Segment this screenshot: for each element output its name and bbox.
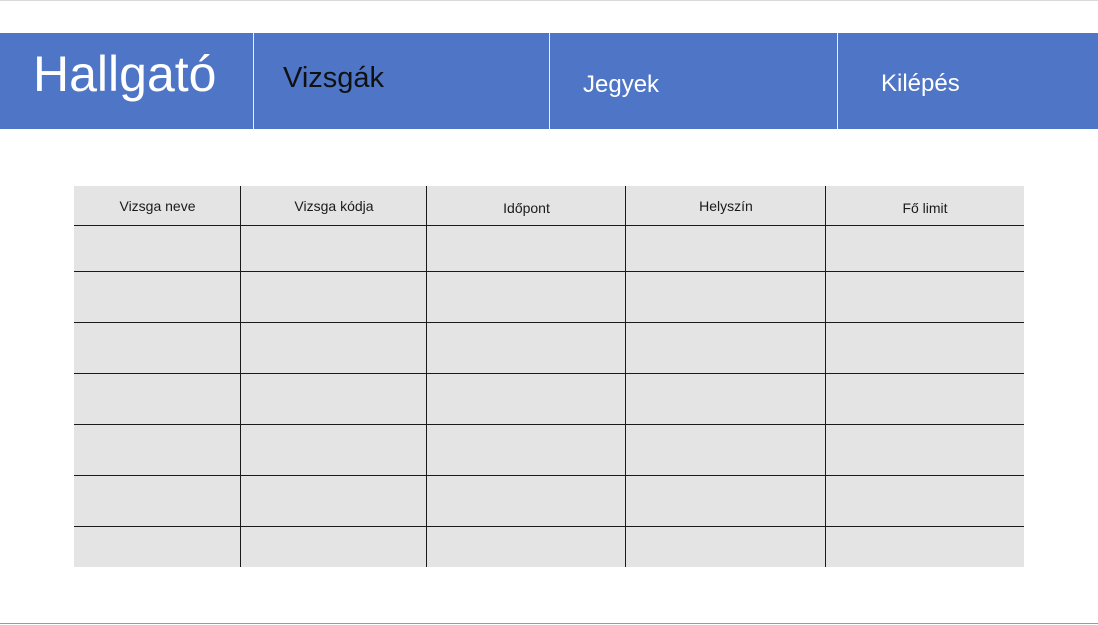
table-cell <box>626 374 825 424</box>
exam-table <box>74 186 1024 567</box>
table-cell <box>626 272 825 322</box>
table-cell <box>826 374 1024 424</box>
table-cell <box>826 527 1024 567</box>
table-cell <box>74 425 240 475</box>
table-cell <box>427 374 625 424</box>
table-cell <box>427 323 625 373</box>
table-cell <box>626 476 825 526</box>
tab-logout[interactable]: Kilépés <box>881 70 960 97</box>
bottom-divider <box>0 623 1098 624</box>
table-cell <box>427 527 625 567</box>
table-cell <box>241 272 426 322</box>
table-cell <box>241 374 426 424</box>
table-cell <box>74 272 240 322</box>
table-cell <box>826 272 1024 322</box>
column-header-date: Időpont <box>503 200 550 216</box>
column-header-location: Helyszín <box>699 198 753 214</box>
table-cell <box>826 226 1024 271</box>
column-header-exam-code: Vizsga kódja <box>294 198 374 214</box>
table-cell <box>626 226 825 271</box>
table-cell <box>826 323 1024 373</box>
column-header-seat-limit: Fő limit <box>902 200 948 216</box>
tab-exams[interactable]: Vizsgák <box>283 62 385 94</box>
table-cell <box>241 425 426 475</box>
table-cell <box>241 226 426 271</box>
table-cell <box>427 425 625 475</box>
table-cell <box>241 527 426 567</box>
top-divider <box>0 0 1098 1</box>
table-cell <box>241 323 426 373</box>
table-cell <box>74 476 240 526</box>
table-cell <box>626 527 825 567</box>
table-cell <box>74 226 240 271</box>
table-cell <box>241 476 426 526</box>
table-cell <box>826 476 1024 526</box>
table-cell <box>626 323 825 373</box>
top-navbar <box>0 33 1098 129</box>
table-cell <box>427 226 625 271</box>
table-cell <box>427 272 625 322</box>
table-cell <box>74 527 240 567</box>
table-cell <box>626 425 825 475</box>
table-cell <box>74 323 240 373</box>
table-cell <box>826 425 1024 475</box>
table-cell <box>427 476 625 526</box>
column-header-exam-name: Vizsga neve <box>119 198 196 214</box>
table-cell <box>74 374 240 424</box>
tab-grades[interactable]: Jegyek <box>583 71 660 98</box>
app-brand: Hallgató <box>33 46 217 102</box>
